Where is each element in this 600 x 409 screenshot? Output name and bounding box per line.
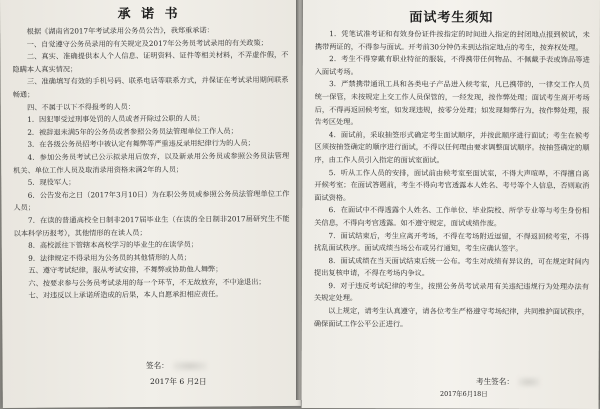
notice-body xyxy=(302,28,600,331)
pledge-item: 1．因犯罪受过刑事处罚的人员或者开除过公职的人员； xyxy=(27,113,205,124)
interview-notice-page xyxy=(302,0,600,409)
notice-item: 7．面试结束后，考生应离开考场，不得在考场附近逗留，不得返回候考室，不得扰乱面试秩序。面试成绩当场公布或另行通知，考生应确认签字。 xyxy=(314,230,590,253)
pledge-body xyxy=(0,24,300,303)
pledge-signature-label: 签名： xyxy=(146,361,169,370)
pledge-item: 8．高校派往下管辖本高校学习的毕业生的在读学员； xyxy=(28,239,199,250)
pledge-title: 承 诺 书 xyxy=(117,6,181,23)
notice-item: 5．听从工作人员的安排，面试前由候考室至面试室，不得大声喧哗，不得擅自离开候考室；在面试答题前，考生不得向考官透露本人姓名、考号等个人信息，否则取消面试资格。 xyxy=(314,167,590,202)
pledge-item: 六、按要求参与公务员考试录用的每一个环节，不无故放弃，不中途退出； xyxy=(28,277,266,288)
pledge-item: 5．现役军人； xyxy=(27,177,76,187)
notice-item: 6．在面试中不得透露个人姓名、工作单位、毕业院校、所学专业等与考生身份相关信息，不得向考官透露。如不遵守规定，面试成绩作废。 xyxy=(314,205,590,228)
notice-item: 3．严禁携带通讯工具和各类电子产品进入候考室，凡已携带的，一律交工作人员统一保管，未按规定上交工作人员保管的，一经发现，按作弊处理；面试考生离开考场后，不得再返回候考室，如发现违规，按零分处理；如发现舞弊行为，按作弊处理，报告考区处理。 xyxy=(314,79,590,127)
pledge-item: 五、遵守考试纪律，服从考试安排，不舞弊或协助他人舞弊； xyxy=(28,264,223,276)
signature-redacted xyxy=(173,361,207,371)
pledge-item: 9．法律规定不得录用为公务员的其他情形的人员； xyxy=(28,252,191,263)
pledge-item: 2．被辞退未满5年的公务员或者参照公务员法管理单位工作人员； xyxy=(27,126,238,137)
notice-item: 8．面试成绩在当天面试结束后统一公布。考生对成绩有异议的，可在规定时间内提出复核申请，不得在考场内争议。 xyxy=(314,255,590,278)
notice-item: 2．考生不得穿戴有职业特征的服装，不得携带任何物品、不佩戴手表或饰品等进入面试考场。 xyxy=(314,54,590,76)
pledge-item: 一、自觉遵守公务员录用的有关规定及2017年公务员考试录用的有关政策； xyxy=(26,37,268,49)
pledge-date: 2017年 6 月2日 xyxy=(150,377,207,386)
notice-item: 以上规定，请考生认真遵守，请各位考生严格遵守考场纪律，共同维护面试秩序，确保面试工作公平公正进行。 xyxy=(313,306,589,329)
notice-item: 1．凭笔试准考证和有效身份证件按指定的时间进入指定的封闭地点报到候试，未携带两证的，不得参与面试。开考前30分钟仍未到达指定地点的考生，按弃权处理。 xyxy=(314,29,590,52)
pledge-item: 7．在读的普通高校全日制非2017届毕业生（在读的全日制非2017届研究生不能以本科学历报考），其他情形的在读人员； xyxy=(13,213,290,238)
pledge-item: 3．在各级公务员招考中被认定有舞弊等严重违反录用纪律行为的人员； xyxy=(27,138,255,150)
notice-title: 面试考生须知 xyxy=(409,10,494,26)
notice-signature-row xyxy=(476,376,540,387)
pledge-item: 四、不属于以下不得报考的人员： xyxy=(27,101,136,112)
pledge-item: 三、准确填写有效的手机号码、联系电话等联系方式，并保证在考试录用期间联系畅通； xyxy=(12,75,289,99)
notice-item: 4．面试前，采取抽签形式确定考生面试顺序，并按此顺序进行面试；考生在候考区须按抽签确定的顺序进行面试，不得以任何理由要求调整面试顺序。按抽签确定的顺序，由工作人员引入指定的面试室面试。 xyxy=(314,129,590,165)
notice-item: 9．对于违反考试纪律的考生，按照公务员考试录用有关违纪违规行为处理办法有关规定处理。 xyxy=(313,280,590,303)
pledge-item: 七、对违反以上承诺所造成的后果，本人自愿承担相应责任。 xyxy=(28,289,223,301)
pledge-intro: 根据《湖南省2017年考试录用公务员公告》，我郑重承诺： xyxy=(26,25,214,36)
notice-signature-label: 考生签名： xyxy=(476,377,514,386)
pledge-item: 6．公告发布之日（2017年3月10日）为在职公务员或参照公务员法管理单位工作人员； xyxy=(13,188,290,213)
pledge-item: 4．参加公务员考试已公示拟录用后放弃，以及新录用公务员或参照公务员法管理机关、单位工作人员及取消录用资格未满2年的人员； xyxy=(13,150,290,175)
signature-redacted xyxy=(518,377,540,387)
pledge-signature-row xyxy=(146,360,207,371)
pledge-item: 二、真实、准确提供本人个人信息、证明资料、证件等相关材料，不弄虚作假，不隐瞒本人真实情况； xyxy=(12,50,289,74)
notice-date: 2017年6月18日 xyxy=(440,390,488,398)
